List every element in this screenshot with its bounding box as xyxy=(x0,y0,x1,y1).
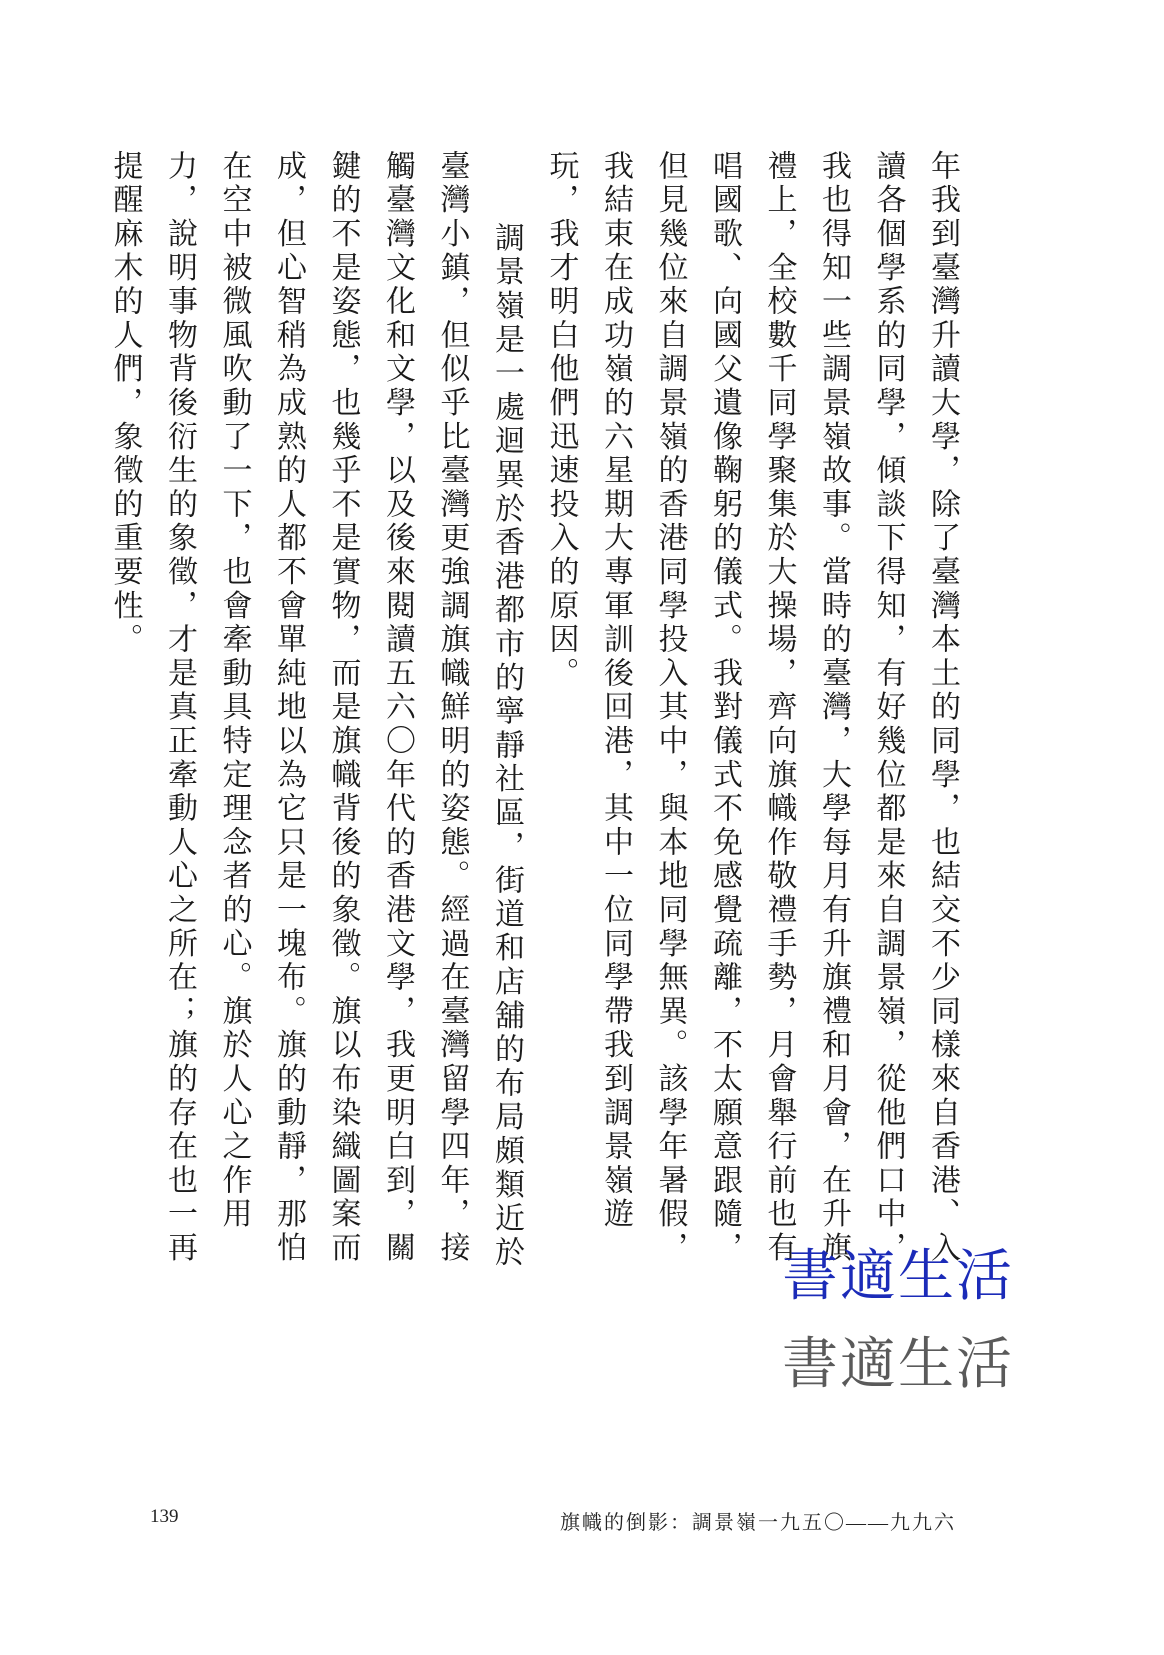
text-column: 觸臺灣文化和文學，以及後來閱讀五六〇年代的香港文學，我更明白到，關 xyxy=(380,150,415,1266)
text-column-paragraph-start: 調景嶺是一處迴異於香港都市的寧靜社區，街道和店舖的布局頗類近於 xyxy=(489,222,524,1270)
watermark-gray: 書適生活 xyxy=(782,1332,1014,1397)
text-column: 臺灣小鎮，但似乎比臺灣更強調旗幟鮮明的姿態。經過在臺灣留學四年，接 xyxy=(434,150,470,1266)
vertical-text-block xyxy=(107,150,960,1270)
text-column: 但見幾位來自調景嶺的香港同學投入其中，與本地同學無異。該學年暑假， xyxy=(652,150,688,1266)
text-column: 我結束在成功嶺的六星期大專軍訓後回港，其中一位同學帶我到調景嶺遊 xyxy=(598,150,633,1232)
text-column: 年我到臺灣升讀大學，除了臺灣本土的同學，也結交不少同樣來自香港、入 xyxy=(925,150,960,1266)
text-column: 鍵的不是姿態，也幾乎不是實物，而是旗幟背後的象徵。旗以布染織圖案而 xyxy=(325,150,361,1266)
text-column: 力，說明事物背後衍生的象徵，才是真正牽動人心之所在；旗的存在也一再 xyxy=(162,150,197,1266)
text-column: 提醒麻木的人們，象徵的重要性。 xyxy=(107,150,143,657)
text-column: 成，但心智稍為成熟的人都不會單純地以為它只是一塊布。旗的動靜，那怕 xyxy=(271,150,306,1266)
text-column: 禮上，全校數千同學聚集於大操場，齊向旗幟作敬禮手勢，月會舉行前也有 xyxy=(761,150,797,1266)
text-column: 唱國歌、向國父遺像鞠躬的儀式。我對儀式不免感覺疏離，不太願意跟隨， xyxy=(707,150,742,1266)
page-number: 139 xyxy=(150,1506,179,1527)
watermark-blue: 書適生活 xyxy=(782,1244,1014,1309)
text-column: 在空中被微風吹動了一下，也會牽動具特定理念者的心。旗於人心之作用 xyxy=(216,150,252,1232)
running-title: 旗幟的倒影：調景嶺一九五〇——九九六 xyxy=(560,1512,956,1534)
text-column: 玩，我才明白他們迅速投入的原因。 xyxy=(543,150,579,691)
text-column: 讀各個學系的同學，傾談下得知，有好幾位都是來自調景嶺，從他們口中， xyxy=(870,150,906,1266)
text-column: 我也得知一些調景嶺故事。當時的臺灣，大學每月有升旗禮和月會，在升旗 xyxy=(816,150,851,1266)
